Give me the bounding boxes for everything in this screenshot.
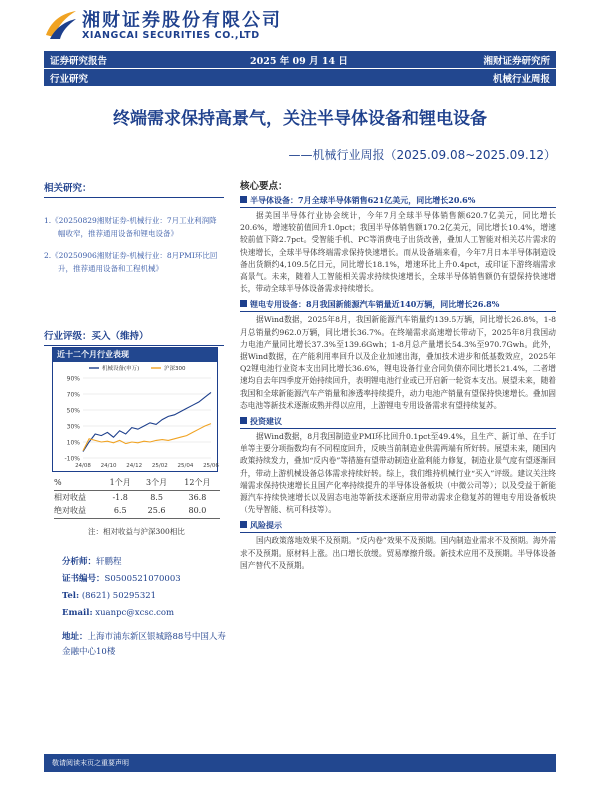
table-header: % [54,476,102,490]
report-type: 证券研究报告 [50,56,108,67]
cert-number: S0500521070003 [104,574,181,584]
cert-label: 证书编号： [62,574,105,584]
point-heading [240,520,556,533]
tel-label: Tel: [62,591,80,601]
address: 上海市浦东新区银城路88号中国人寿金融中心10楼 [62,632,226,657]
x-tick-label: 25/02 [151,463,168,469]
table-header-row [54,476,220,490]
core-heading: 核心要点： [240,181,288,192]
table-row [54,490,220,504]
y-tick-label: -10% [64,455,80,463]
table-cell: 25.6 [138,504,174,518]
point-title: 锂电专用设备：8月我国新能源汽车销量近140万辆，同比增长26.8% [250,299,500,310]
table-header: 12个月 [175,476,220,490]
table-cell: 80.0 [175,504,220,518]
y-tick-label: 10% [66,439,80,447]
institute-name: 湘财证券研究所 [483,56,550,67]
x-tick-label: 24/08 [75,463,91,469]
point-text: 据Wind数据，2025年8月，我国新能源汽车销量约139.5万辆，同比增长26.8%，1-8月总销量约962.0万辆，同比增长36.7%。在终端需求高速增长带动下，2025年8月我国动力电池产量同比增长37.3%至139.6Gwh；1-8月总产量增长54.3%至970.7Gwh。此外，据Wind数据，在产能利用率回升以及企业加速出海，叠加技术进步和低基数效应，2025年Q2锂电池行业资本支出同比增长36.6%，锂电设备行业合同负债亦同比增长21.4%，二者增速均自去年四季度开始持续回升，表明锂电池行业或已开启新一轮资本支出。展望未来，随着我国和全球新能源汽车产销量和渗透率持续提升，动力电池产销量有望保持快速增长。叠加固态电池等新技术逐渐成熟并得以应用，上游锂电专用设备需求有望持续复苏。 [240,315,556,410]
point-investment [240,416,556,516]
square-bullet-icon [240,521,247,528]
point-heading [240,195,556,208]
performance-chart [52,347,218,472]
tel-number: (8621) 50295321 [81,591,157,601]
table-cell: 6.5 [102,504,138,518]
table-header: 3个月 [138,476,174,490]
point-title: 风险提示 [250,520,282,531]
core-points [240,178,556,576]
brand-name-en: XIANGCAI SECURITIES CO.,LTD [82,30,260,41]
point-title: 投资建议 [250,416,282,427]
header-bar-bottom [44,69,556,86]
square-bullet-icon [240,417,247,424]
analyst-name-label: 分析师： [62,557,97,567]
table-cell: 相对收益 [54,492,86,502]
table-cell: 8.5 [150,492,163,502]
y-tick-label: 30% [66,423,80,431]
point-title: 半导体设备：7月全球半导体销售621亿美元，同比增长20.6% [250,195,476,205]
point-lithium [240,299,556,412]
page-title: 终端需求保持高景气，关注半导体设备和锂电设备 [113,109,487,129]
report-category: 行业研究 [50,74,89,85]
legend-label: 机械设备(申万) [102,366,140,372]
industry-rating: 行业评级：买入（维持） [44,328,224,346]
page-footer: 敬请阅读末页之重要声明 [44,754,556,772]
x-tick-label: 24/12 [126,463,143,469]
x-tick-label: 25/04 [177,463,194,469]
xiangcai-logo-icon [44,9,78,41]
series-line [83,392,211,451]
point-text: 据Wind数据，8月我国制造业PMI环比回升0.1pct至49.4%，且生产、新订单、在手订单等主要分项指数均有不同程度回升，反映当前制造业供需两端有所好转。展望未来，随国内政策持续发力，叠加“反内卷”等措施有望带动制造业盈利能力修复，制造业景气度有望逐渐回升，带动上游机械设备总体需求持续好转。综上，我们维持机械行业“买入”评级。建议关注终端需求保持快速增长且国产化率持续提升的半导体设备板块（中微公司等）；以及受益于新能源汽车持续快速增长以及固态电池等新技术逐渐应用带动需求企稳复苏的锂电专用设备板块（先导智能、杭可科技等）。 [240,432,556,515]
performance-table [54,476,220,519]
addr-label: 地址： [62,632,88,642]
chart-plot [53,362,217,472]
point-heading [240,299,556,312]
table-header: 1个月 [102,476,138,490]
point-risk [240,520,556,572]
report-header [0,0,600,52]
point-text: 国内政策落地效果不及预期。“反内卷”效果不及预期。国内制造业需求不及预期。海外需求不及预期。原材料上涨。出口增长放缓。贸易摩擦升级。新技术应用不及预期。半导体设备国产替代不及预期。 [240,536,556,570]
square-bullet-icon [240,196,247,203]
point-heading [240,416,556,429]
table-cell: -1.8 [112,492,128,502]
table-note: 注：相对收益与沪深300相比 [88,527,185,536]
related-research [44,180,224,284]
point-text: 据美国半导体行业协会统计，今年7月全球半导体销售额620.7亿美元，同比增长20.6%，增速较前值回升1.0pct；我国半导体销售额170.2亿美元，同比增长10.4%，增速较前值下降2.7pct。受智能手机、PC等消费电子出货改善，叠加人工智能对相关芯片需求的快速增长，全球半导体终端需求保持快速增长。而从设备端来看，今年7月日本半导体制造设备出货额约4,109.5亿日元，同比增长18.1%，增速环比上升0.4pct，或印证下游终端需求高景气。未来，随着人工智能相关需求持续快速增长，全球半导体销售额仍有望保持快速增长，带动全球半导体设备需求持续增长。 [240,211,556,294]
table-row [54,504,220,518]
header-bar-top [44,51,556,68]
x-tick-label: 24/10 [100,463,117,469]
analyst-info [62,554,232,660]
table-cell: 绝对收益 [54,504,102,518]
legend-label: 沪深300 [164,366,186,372]
report-date: 2025 年 09 月 14 日 [250,56,348,67]
series-line [83,424,211,451]
email-link[interactable]: xuanpc@xcsc.com [95,608,175,618]
report-series: 机械行业周报 [492,74,550,85]
related-heading: 相关研究： [44,180,224,198]
chart-title: 近十二个月行业表现 [53,348,217,362]
point-semiconductor [240,195,556,295]
page-subtitle: ——机械行业周报（2025.09.08~2025.09.12） [288,148,556,162]
y-tick-label: 70% [66,391,80,399]
analyst-name: 轩鹏程 [96,557,122,567]
y-tick-label: 50% [66,407,80,415]
x-tick-label: 25/06 [203,463,219,469]
table-cell: 36.8 [188,492,207,502]
brand-name-cn: 湘财证券股份有限公司 [82,10,282,31]
y-tick-label: 90% [66,375,80,383]
email-label: Email: [62,608,93,618]
square-bullet-icon [240,300,247,307]
related-item[interactable]: 2.《20250906湘财证券-机械行业：8月PMI环比回升，推荐通用设备和工程机械》 [44,251,218,273]
related-item[interactable]: 1.《20250829湘财证券-机械行业：7月工业利润降幅收窄，推荐通用设备和锂电设备》 [44,216,217,238]
